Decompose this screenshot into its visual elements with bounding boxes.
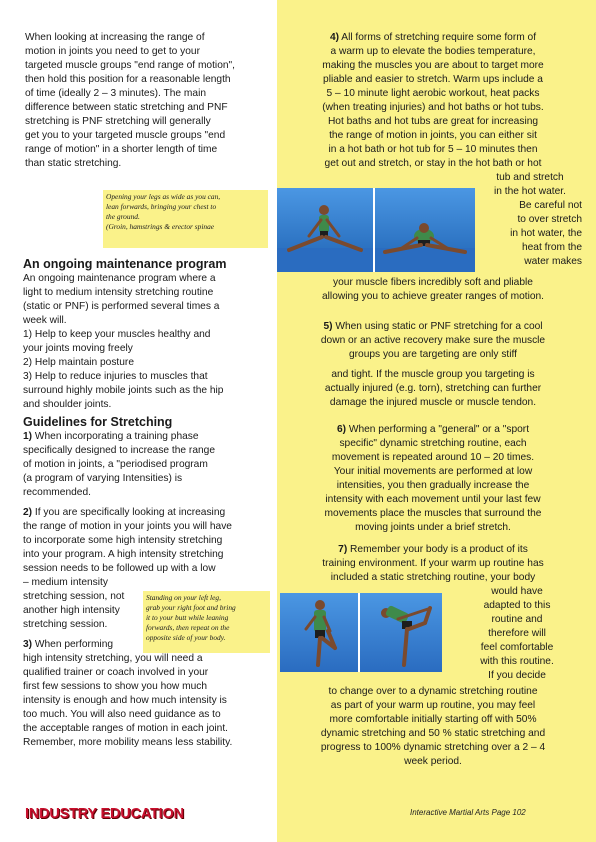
point-4-line: pliable and easier to stretch. Warm ups include a bbox=[323, 74, 543, 85]
point-6-line: intensities, you then gradually increase the bbox=[336, 480, 530, 491]
point-4-line: to over stretch bbox=[517, 214, 582, 225]
intro-line: of time (ideally 2 – 3 minutes). The main bbox=[25, 88, 207, 99]
maintenance-line: (static or PNF) is performed several times a bbox=[23, 301, 220, 312]
point-5-line: damage the injured muscle or muscle tendon. bbox=[329, 397, 537, 408]
point-5-line: down or an active recovery make sure the muscle bbox=[320, 335, 546, 346]
point-6-line bbox=[283, 423, 583, 437]
guideline-1-line bbox=[23, 430, 273, 444]
point-4-line: Be careful not bbox=[519, 200, 582, 211]
point-4-line: the range of motion in joints, you can either sit bbox=[329, 130, 537, 141]
point-number: 6) bbox=[336, 424, 347, 435]
point-4-line: allowing you to achieve greater ranges of motion. bbox=[322, 291, 544, 302]
point-6-line: moving joints under a brief stretch. bbox=[355, 522, 511, 533]
maintenance-line: and shoulder joints. bbox=[23, 399, 112, 410]
groin-stretch-photo bbox=[277, 188, 475, 272]
point-4-line: tub and stretch bbox=[496, 172, 564, 183]
intro-line: motion in joints you need to get to your bbox=[25, 46, 200, 57]
intro-line: than static stretching. bbox=[25, 158, 122, 169]
point-4-line: your muscle fibers incredibly soft and pliable bbox=[333, 277, 533, 288]
guideline-2-line: another high intensity bbox=[23, 605, 120, 616]
maintenance-line: An ongoing maintenance program where a bbox=[23, 273, 216, 284]
point-4-line: making the muscles you are about to target more bbox=[322, 60, 544, 71]
guideline-number: 3) bbox=[23, 639, 33, 650]
maintenance-section bbox=[23, 257, 273, 750]
point-6-line: intensity with each movement until your last few bbox=[325, 494, 541, 505]
guideline-3-line: qualified trainer or coach involved in your bbox=[23, 667, 209, 678]
point-7-line: adapted to this bbox=[483, 600, 551, 611]
point-text: All forms of stretching require some form of bbox=[339, 32, 537, 43]
point-7-line: training environment. If your warm up routine has bbox=[322, 558, 544, 569]
intro-line: difference between static stretching and PNF bbox=[25, 102, 228, 113]
point-4-line: Hot baths and hot tubs are great for increasing bbox=[327, 116, 539, 127]
caption-line: (Groin, hamstrings & erector spinae bbox=[106, 222, 215, 231]
point-4-line: in a hot bath or hot tub for 5 – 10 minutes then bbox=[328, 144, 538, 155]
intro-line: stretching is PNF stretching will generally bbox=[25, 116, 211, 127]
point-4-line bbox=[283, 31, 583, 45]
point-7-line: feel comfortable bbox=[480, 642, 554, 653]
quad-stretch-photo bbox=[280, 593, 442, 672]
point-4-line: a warm up to elevate the bodies temperature, bbox=[330, 46, 536, 57]
guideline-2-line: stretching session. bbox=[23, 619, 108, 630]
point-text: Remember your body is a product of its bbox=[347, 544, 528, 555]
maintenance-line: light to medium intensity stretching routine bbox=[23, 287, 214, 298]
guideline-2-line: – medium intensity bbox=[23, 577, 108, 588]
point-6-line: movement is repeated around 10 – 20 times. bbox=[331, 452, 535, 463]
maintenance-heading: An ongoing maintenance program bbox=[23, 257, 227, 271]
caption-line: lean forwards, bringing your chest to bbox=[106, 202, 217, 211]
point-6-line: movements place the muscles that surround the bbox=[324, 508, 542, 519]
point-4-line: in hot water, the bbox=[510, 228, 582, 239]
point-7-line: dynamic stretching and 50 % static stretching and bbox=[320, 728, 546, 739]
point-7-line: as part of your warm up routine, you may feel bbox=[330, 700, 536, 711]
maintenance-line: your joints moving freely bbox=[23, 343, 133, 354]
guideline-3-line: high intensity stretching, you will need a bbox=[23, 653, 203, 664]
point-6-line: specific" dynamic stretching routine, each bbox=[339, 438, 527, 449]
point-4-line: water makes bbox=[524, 256, 582, 267]
guideline-1-line: of motion in joints, a "periodised program bbox=[23, 459, 208, 470]
point-5-line: actually injured (e.g. torn), stretching can further bbox=[324, 383, 542, 394]
guideline-2-line: the range of motion in your joints you will have bbox=[23, 521, 232, 532]
guideline-2-line: into your program. A high intensity stretching bbox=[23, 549, 224, 560]
maintenance-line: week will. bbox=[23, 315, 67, 326]
point-text: When using static or PNF stretching for a cool bbox=[332, 321, 543, 332]
point-5-line bbox=[283, 320, 583, 334]
point-7-line: If you decide bbox=[488, 670, 546, 681]
point-4-narrow bbox=[478, 171, 582, 269]
point-7-line: progress to 100% dynamic stretching over a 2 – 4 bbox=[320, 742, 546, 753]
point-4-line: heat from the bbox=[521, 242, 582, 253]
maintenance-line: 1) Help to keep your muscles healthy and bbox=[23, 329, 211, 340]
groin-stretch-caption bbox=[103, 190, 268, 248]
point-5-paragraph bbox=[283, 320, 583, 410]
guideline-3-line: first few sessions to show you how much bbox=[23, 681, 208, 692]
caption-line: the ground. bbox=[106, 212, 140, 221]
point-number: 4) bbox=[329, 32, 340, 43]
intro-line: range of motion" in a shorter length of time bbox=[25, 144, 218, 155]
point-7-line: week period. bbox=[404, 756, 462, 767]
guideline-1-line: specifically designed to increase the range bbox=[23, 445, 215, 456]
caption-line: grab your right foot and bring bbox=[146, 603, 236, 612]
caption-line: Standing on your left leg, bbox=[146, 593, 221, 602]
caption-line: opposite side of your body. bbox=[146, 633, 226, 642]
intro-line: get you to your targeted muscle groups "end bbox=[25, 130, 226, 141]
point-7-line: therefore will bbox=[488, 628, 546, 639]
guideline-3-line: the acceptable ranges of motion in each joint. bbox=[23, 723, 229, 734]
guidelines-heading: Guidelines for Stretching bbox=[23, 415, 173, 429]
point-6-paragraph bbox=[283, 423, 583, 535]
point-6-line: Your initial movements are performed at low bbox=[333, 466, 533, 477]
point-7-paragraph bbox=[283, 543, 583, 585]
point-7-line bbox=[283, 543, 583, 557]
caption-line: forwards, then repeat on the bbox=[146, 623, 230, 632]
point-number: 5) bbox=[323, 321, 333, 332]
point-5-line: and tight. If the muscle group you targeting is bbox=[331, 369, 535, 380]
guideline-3-line: Remember, more mobility means less stability. bbox=[23, 737, 233, 748]
guideline-number: 2) bbox=[23, 507, 33, 518]
guideline-3-line: intensity is enough and how much intensity is bbox=[23, 695, 227, 706]
point-text: When performing a "general" or a "sport bbox=[346, 424, 530, 435]
maintenance-line: 2) Help maintain posture bbox=[23, 357, 134, 368]
point-7-line: would have bbox=[491, 586, 543, 597]
point-4-paragraph bbox=[283, 31, 583, 171]
guideline-number: 1) bbox=[23, 431, 33, 442]
point-4-line: 5 – 10 minute light aerobic workout, heat packs bbox=[326, 88, 540, 99]
guideline-2-line: stretching session, not bbox=[23, 591, 125, 602]
point-7-line: to change over to a dynamic stretching routine bbox=[328, 686, 538, 697]
point-4-line: get out and stretch, or stay in the hot bath or hot bbox=[324, 158, 542, 169]
guideline-2-line: to incorporate some high intensity stretching bbox=[23, 535, 223, 546]
guideline-text: If you are specifically looking at increasing bbox=[32, 507, 226, 518]
point-4-line: in the hot water. bbox=[494, 186, 566, 197]
point-7-line: included a static stretching routine, your body bbox=[330, 572, 536, 583]
footer-page-number: Interactive Martial Arts Page 102 bbox=[410, 808, 526, 817]
caption-line: it to your butt while leaning bbox=[146, 613, 229, 622]
intro-paragraph bbox=[25, 31, 275, 171]
intro-line: targeted muscle groups "end range of motion", bbox=[25, 60, 235, 71]
intro-line: When looking at increasing the range of bbox=[25, 32, 205, 43]
point-5-line: groups you are targeting are only stiff bbox=[348, 349, 517, 360]
point-4-end bbox=[283, 276, 583, 304]
caption-line: Opening your legs as wide as you can, bbox=[106, 192, 221, 201]
guideline-1-line: (a program of varying Intensities) is bbox=[23, 473, 183, 484]
guideline-2-line bbox=[23, 506, 273, 520]
point-4-line: (when treating injuries) and hot baths or hot tubs. bbox=[322, 102, 544, 113]
maintenance-line: 3) Help to reduce injuries to muscles that bbox=[23, 371, 208, 382]
point-7-line: routine and bbox=[491, 614, 543, 625]
guideline-3-line: too much. You will also need guidance as to bbox=[23, 709, 221, 720]
point-7-end bbox=[283, 685, 583, 769]
point-7-line: more comfortable initially starting off with 50% bbox=[329, 714, 537, 725]
intro-line: then hold this position for a reasonable length bbox=[25, 74, 231, 85]
quad-stretch-caption bbox=[143, 591, 270, 653]
guideline-2-line: session needs to be followed up with a low bbox=[23, 563, 216, 574]
maintenance-line: surround highly mobile joints such as the hip bbox=[23, 385, 224, 396]
guideline-1-line: recommended. bbox=[23, 487, 91, 498]
footer-section-title: INDUSTRY EDUCATION bbox=[25, 806, 184, 822]
point-7-narrow bbox=[462, 585, 572, 683]
point-number: 7) bbox=[338, 544, 348, 555]
guideline-text: When incorporating a training phase bbox=[32, 431, 199, 442]
point-7-line: with this routine. bbox=[480, 656, 554, 667]
guideline-text: When performing bbox=[32, 639, 114, 650]
